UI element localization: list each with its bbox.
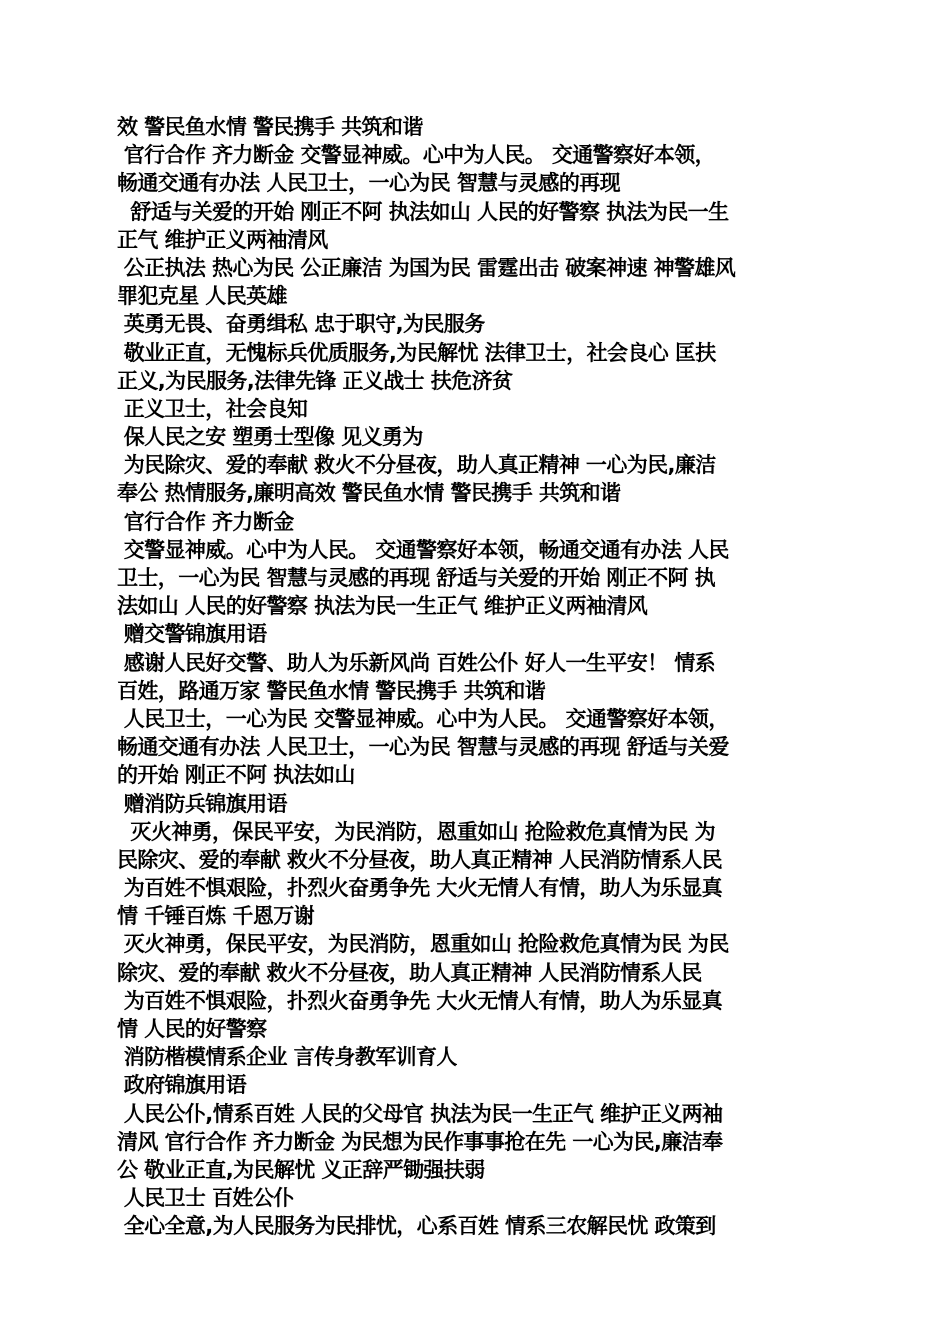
text-line: 百姓，路通万家 警民鱼水情 警民携手 共筑和谐: [117, 678, 546, 703]
text-line: 民除灾、爱的奉献 救火不分昼夜，助人真正精神 人民消防情系人民: [117, 847, 723, 872]
text-line: 消防楷模情系企业 言传身教军训育人: [117, 1045, 457, 1070]
text-line: 清风 官行合作 齐力断金 为民想为民作事事抢在先 一心为民,廉洁奉: [117, 1129, 723, 1154]
text-line: 罪犯克星 人民英雄: [117, 284, 287, 309]
text-line: 正气 维护正义两袖清风: [117, 227, 328, 252]
section-heading-traffic-police: 赠交警锦旗用语: [117, 622, 267, 647]
text-line: 保人民之安 塑勇士型像 见义勇为: [117, 425, 423, 450]
text-line: 灭火神勇，保民平安，为民消防，恩重如山 抢险救危真情为民 为: [117, 819, 716, 844]
text-line: 除灾、爱的奉献 救火不分昼夜，助人真正精神 人民消防情系人民: [117, 960, 702, 985]
text-line: 畅通交通有办法 人民卫士，一心为民 智慧与灵感的再现: [117, 171, 621, 196]
text-line: 情 千锤百炼 千恩万谢: [117, 904, 315, 929]
text-line: 为百姓不惧艰险，扑烈火奋勇争先 大火无情人有情，助人为乐显真: [117, 876, 723, 901]
text-line: 官行合作 齐力断金: [117, 509, 294, 534]
text-line: 交警显神威。心中为人民。 交通警察好本领，畅通交通有办法 人民: [117, 537, 729, 562]
text-line: 法如山 人民的好警察 执法为民一生正气 维护正义两袖清风: [117, 594, 648, 619]
text-line: 感谢人民好交警、助人为乐新风尚 百姓公仆 好人一生平安！ 情系: [117, 650, 716, 675]
text-line: 公 敬业正直,为民解忧 义正辞严锄强扶弱: [117, 1157, 485, 1182]
text-line: 奉公 热情服务,廉明高效 警民鱼水情 警民携手 共筑和谐: [117, 481, 621, 506]
text-line: 灭火神勇，保民平安，为民消防，恩重如山 抢险救危真情为民 为民: [117, 932, 729, 957]
text-line: 为民除灾、爱的奉献 救火不分昼夜，助人真正精神 一心为民,廉洁: [117, 453, 716, 478]
text-line: 卫士，一心为民 智慧与灵感的再现 舒适与关爱的开始 刚正不阿 执: [117, 566, 716, 590]
text-line: 人民公仆,情系百姓 人民的父母官 执法为民一生正气 维护正义两袖: [117, 1101, 723, 1126]
text-line: 敬业正直，无愧标兵优质服务,为民解忧 法律卫士，社会良心 匡扶: [117, 340, 716, 365]
text-line: 官行合作 齐力断金 交警显神威。心中为人民。 交通警察好本领，: [117, 143, 716, 168]
text-line: 人民卫士 百姓公仆: [117, 1186, 294, 1211]
text-line: 为百姓不惧艰险，扑烈火奋勇争先 大火无情人有情，助人为乐显真: [117, 988, 723, 1013]
text-line: 人民卫士，一心为民 交警显神威。心中为人民。 交通警察好本领，: [117, 706, 729, 731]
document-body: [117, 113, 837, 1241]
text-line: 全心全意,为人民服务为民排忧，心系百姓 情系三农解民忧 政策到: [117, 1214, 716, 1239]
text-line: 情 人民的好警察: [117, 1017, 267, 1041]
text-line: 效 警民鱼水情 警民携手 共筑和谐: [117, 115, 423, 139]
text-line: 公正执法 热心为民 公正廉洁 为国为民 雷霆出击 破案神速 神警雄风: [117, 255, 736, 280]
section-heading-government: 政府锦旗用语: [117, 1073, 247, 1098]
text-line: 正义卫士，社会良知: [117, 396, 308, 421]
section-heading-firefighters: 赠消防兵锦旗用语: [117, 791, 287, 816]
text-line: 舒适与关爱的开始 刚正不阿 执法如山 人民的好警察 执法为民一生: [117, 199, 729, 224]
text-line: 正义,为民服务,法律先锋 正义战士 扶危济贫: [117, 368, 513, 393]
text-line: 的开始 刚正不阿 执法如山: [117, 763, 355, 788]
text-line: 英勇无畏、奋勇缉私 忠于职守,为民服务: [117, 312, 485, 337]
text-line: 畅通交通有办法 人民卫士，一心为民 智慧与灵感的再现 舒适与关爱: [117, 735, 729, 760]
